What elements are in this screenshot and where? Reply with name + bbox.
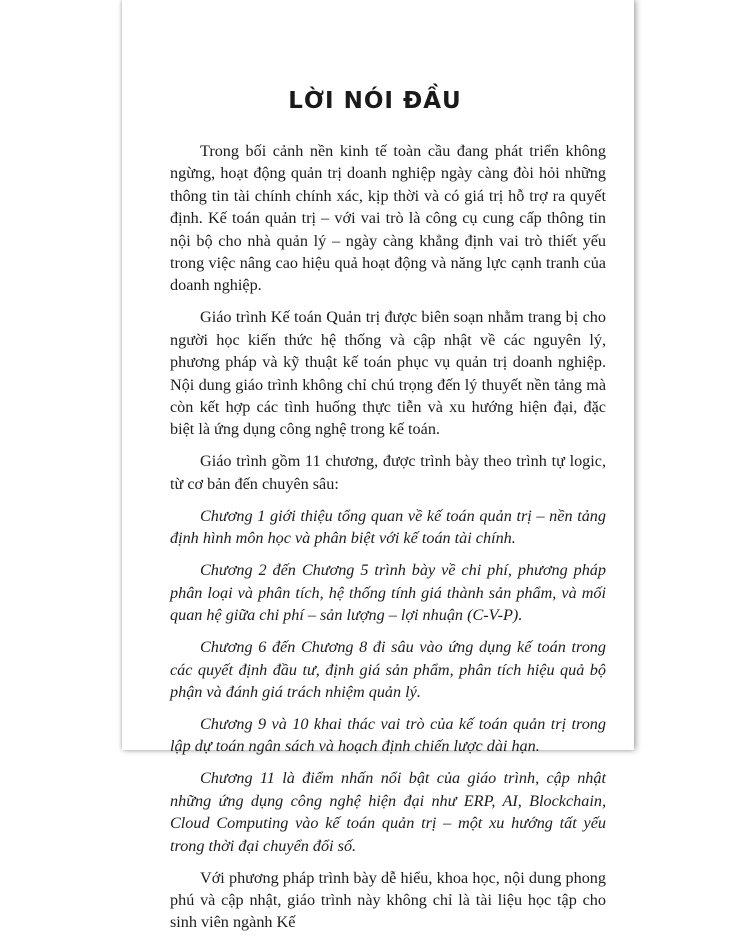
paragraph-chapter-11: Chương 11 là điểm nhấn nổi bật của giáo trình, cập nhật những ứng dụng công nghệ hiện đại như ERP, AI, Blockchain, Cloud Computing vào kế toán quản trị – một xu hướng tất yếu trong thời đại chuyển đổi số. [170,769,606,855]
paragraph-chapters-2-5: Chương 2 đến Chương 5 trình bày về chi phí, phương pháp phân loại và phân tích, hệ thống tính giá thành sản phẩm, và mối quan hệ giữa chi phí – sản lượng – lợi nhuận (C-V-P). [170,561,606,625]
paragraph-structure: Giáo trình gồm 11 chương, được trình bày theo trình tự logic, từ cơ bản đến chuyên sâu: [170,452,606,493]
paragraph-closing: Với phương pháp trình bày dễ hiểu, khoa học, nội dung phong phú và cập nhật, giáo trình này không chỉ là tài liệu học tập cho sinh viên ngành Kế [170,868,606,932]
paragraph-purpose: Giáo trình Kế toán Quản trị được biên soạn nhằm trang bị cho người học kiến thức hệ thống và cập nhật về các nguyên lý, phương pháp và kỹ thuật kế toán phục vụ quản trị doanh nghiệp. Nội dung giáo trình không chỉ chú trọng đến lý thuyết nền tảng mà còn kết hợp các tình huống thực tiễn và xu hướng hiện đại, đặc biệt là ứng dụng công nghệ trong kế toán. [170,308,606,439]
paragraph-intro: Trong bối cảnh nền kinh tế toàn cầu đang phát triển không ngừng, hoạt động quản trị doanh nghiệp ngày càng đòi hỏi những thông tin tài chính chính xác, kịp thời và có giá trị hỗ trợ ra quyết định. Kế toán quản trị – với vai trò là công cụ cung cấp thông tin nội bộ cho nhà quản lý – ngày càng khẳng định vai trò thiết yếu trong việc nâng cao hiệu quả hoạt động và năng lực cạnh tranh của doanh nghiệp. [170,142,606,295]
paragraph-chapters-6-8: Chương 6 đến Chương 8 đi sâu vào ứng dụng kế toán trong các quyết định đầu tư, định giá sản phẩm, phân tích hiệu quả bộ phận và đánh giá trách nhiệm quản lý. [170,638,606,701]
page-title: LỜI NÓI ĐẦU [288,88,462,114]
page-body [170,140,606,943]
paragraph-chapter-1: Chương 1 giới thiệu tổng quan về kế toán quản trị – nền tảng định hình môn học và phân biệt với kế toán tài chính. [170,506,606,548]
paragraph-chapters-9-10: Chương 9 và 10 khai thác vai trò của kế toán quản trị trong lập dự toán ngân sách và hoạch định chiến lược dài hạn. [170,714,606,756]
